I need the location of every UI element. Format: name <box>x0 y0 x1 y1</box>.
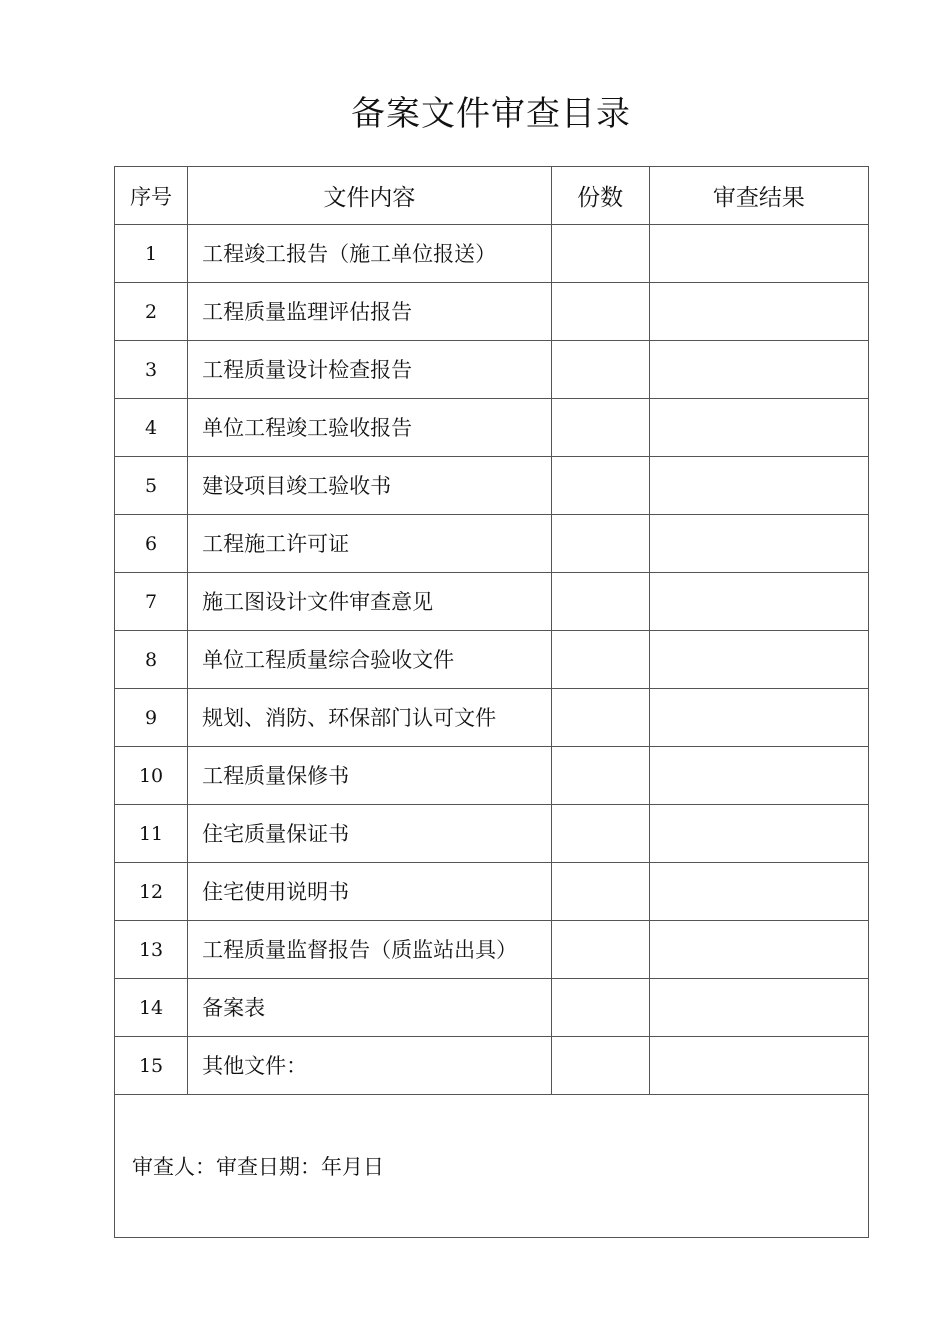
row-result-cell <box>649 1037 868 1095</box>
row-seq: 7 <box>115 573 188 631</box>
row-seq: 10 <box>115 747 188 805</box>
row-result-cell <box>649 863 868 921</box>
row-count-cell <box>551 225 649 283</box>
row-content: 住宅使用说明书 <box>188 863 551 921</box>
review-table <box>114 166 869 1238</box>
row-result-cell <box>649 573 868 631</box>
table-body <box>115 225 869 1095</box>
row-count-cell <box>551 863 649 921</box>
row-seq: 12 <box>115 863 188 921</box>
row-count-cell <box>551 805 649 863</box>
footer-row <box>115 1095 869 1238</box>
row-content: 其他文件： <box>188 1037 551 1095</box>
table-header-row <box>115 167 869 225</box>
row-seq: 5 <box>115 457 188 515</box>
table-row <box>115 515 869 573</box>
row-seq: 2 <box>115 283 188 341</box>
row-count-cell <box>551 341 649 399</box>
row-result-cell <box>649 399 868 457</box>
table-row <box>115 573 869 631</box>
row-result-cell <box>649 747 868 805</box>
header-seq: 序号 <box>115 167 188 225</box>
row-count-cell <box>551 573 649 631</box>
table-row <box>115 1037 869 1095</box>
document-title: 备案文件审查目录 <box>351 94 631 134</box>
row-seq: 9 <box>115 689 188 747</box>
row-seq: 13 <box>115 921 188 979</box>
header-result: 审查结果 <box>649 167 868 225</box>
row-result-cell <box>649 225 868 283</box>
table-row <box>115 921 869 979</box>
row-seq: 4 <box>115 399 188 457</box>
table-row <box>115 631 869 689</box>
row-seq: 15 <box>115 1037 188 1095</box>
row-result-cell <box>649 283 868 341</box>
table-row <box>115 283 869 341</box>
row-count-cell <box>551 1037 649 1095</box>
row-content: 工程质量保修书 <box>188 747 551 805</box>
header-content: 文件内容 <box>188 167 551 225</box>
row-result-cell <box>649 689 868 747</box>
row-content: 工程竣工报告（施工单位报送） <box>188 225 551 283</box>
header-count: 份数 <box>551 167 649 225</box>
row-seq: 8 <box>115 631 188 689</box>
row-count-cell <box>551 631 649 689</box>
row-count-cell <box>551 515 649 573</box>
table-row <box>115 805 869 863</box>
row-seq: 1 <box>115 225 188 283</box>
row-content: 规划、消防、环保部门认可文件 <box>188 689 551 747</box>
row-content: 工程施工许可证 <box>188 515 551 573</box>
row-content: 单位工程质量综合验收文件 <box>188 631 551 689</box>
row-content: 工程质量监督报告（质监站出具） <box>188 921 551 979</box>
row-content: 工程质量监理评估报告 <box>188 283 551 341</box>
row-count-cell <box>551 747 649 805</box>
row-result-cell <box>649 979 868 1037</box>
table-row <box>115 863 869 921</box>
row-result-cell <box>649 631 868 689</box>
row-result-cell <box>649 515 868 573</box>
row-result-cell <box>649 921 868 979</box>
row-seq: 6 <box>115 515 188 573</box>
row-content: 备案表 <box>188 979 551 1037</box>
row-content: 单位工程竣工验收报告 <box>188 399 551 457</box>
row-seq: 11 <box>115 805 188 863</box>
row-seq: 3 <box>115 341 188 399</box>
table-row <box>115 225 869 283</box>
row-result-cell <box>649 805 868 863</box>
table-row <box>115 399 869 457</box>
row-result-cell <box>649 341 868 399</box>
row-count-cell <box>551 979 649 1037</box>
row-content: 工程质量设计检查报告 <box>188 341 551 399</box>
row-seq: 14 <box>115 979 188 1037</box>
row-count-cell <box>551 689 649 747</box>
table-row <box>115 341 869 399</box>
row-count-cell <box>551 283 649 341</box>
table-row <box>115 747 869 805</box>
row-count-cell <box>551 921 649 979</box>
table-row <box>115 979 869 1037</box>
row-content: 住宅质量保证书 <box>188 805 551 863</box>
row-content: 建设项目竣工验收书 <box>188 457 551 515</box>
table-row <box>115 457 869 515</box>
table-row <box>115 689 869 747</box>
row-content: 施工图设计文件审查意见 <box>188 573 551 631</box>
row-count-cell <box>551 399 649 457</box>
row-result-cell <box>649 457 868 515</box>
row-count-cell <box>551 457 649 515</box>
reviewer-signature-line: 审查人：审查日期：年月日 <box>115 1095 869 1238</box>
